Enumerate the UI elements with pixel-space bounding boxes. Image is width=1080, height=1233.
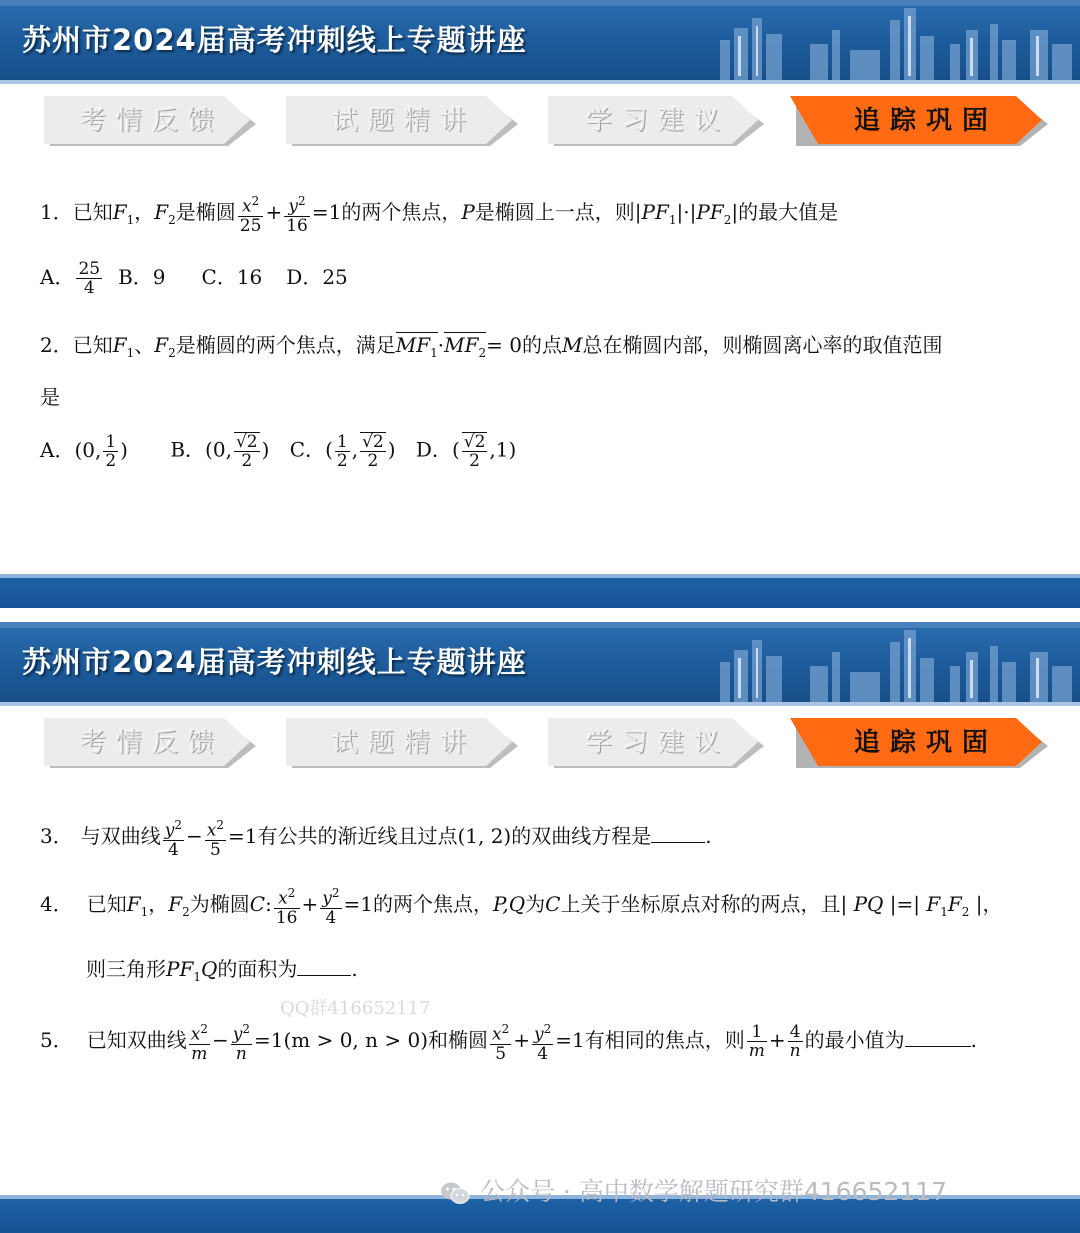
question-2-options: A．(0, $\frac{1}{2}$ ) B．(0, $\frac{√2}{2}$ ) C．( $\frac{1}{2}$ , $\frac{√2}{2}$ ) D．( $\frac{√2}{2}$ ,1) <box>40 431 517 471</box>
tab-label: 追踪巩固 <box>853 728 998 758</box>
tab-label: 考情反馈 <box>79 106 224 136</box>
wechat-label: 公众号 · 高中数学解题研究群416652117 <box>480 1177 947 1206</box>
question-5: 5． 已知双曲线 $\frac{x^2}{m}$ − $\frac{y^2}{n}$ =1(m > 0, n > 0)和椭圆 $\frac{x^2}{5}$ + $\frac{y^2}{4}$ =1有相同的焦点，则 $\frac{1}{m}$ + $\frac{4}{n}$ 的最小值为 . <box>40 1021 977 1064</box>
skyline-decoration <box>700 622 1080 706</box>
skyline-decoration <box>700 0 1080 84</box>
question-2: 2．已知$F_1$、$F_2$是椭圆的两个焦点，满足$MF_1\cdot MF_2= 0$的点M总在椭圆内部，则椭圆离心率的取值范围 <box>40 330 942 368</box>
question-1-options: A． $\frac{25}{4}$ B．9 C．16 D．25 <box>40 259 348 298</box>
tab-label: 试题精讲 <box>331 728 476 758</box>
tab-label: 考情反馈 <box>79 728 224 758</box>
section-tabs <box>0 718 1080 776</box>
question-4-line2: 则三角形$PF_1Q$的面积为 . <box>86 957 358 984</box>
wechat-icon <box>440 1180 470 1206</box>
slide-1-footer-bar <box>0 574 1080 612</box>
tab-follow-up[interactable] <box>790 96 1052 152</box>
question-1: 1．已知$F_1$，$F_2$是椭圆 $\frac{x^2}{25}$ + $\frac{y^2}{16}$ =1的两个焦点，P是椭圆上一点，则$|PF_1|\cdot|PF_2|$的最大值是 <box>40 194 839 236</box>
tab-label: 试题精讲 <box>331 106 476 136</box>
header-banner <box>0 622 1080 706</box>
wechat-footer <box>440 1172 947 1208</box>
header-banner <box>0 0 1080 84</box>
tab-label: 学习建议 <box>585 106 730 136</box>
tab-exam-feedback[interactable] <box>44 718 260 774</box>
slide-2 <box>0 622 1080 1233</box>
tab-label: 追踪巩固 <box>853 106 998 136</box>
tab-question-explanation[interactable] <box>286 96 522 152</box>
tab-study-advice[interactable] <box>548 718 768 774</box>
section-tabs <box>0 96 1080 154</box>
tab-follow-up[interactable] <box>790 718 1052 774</box>
tab-study-advice[interactable] <box>548 96 768 152</box>
qq-watermark: QQ群416652117 <box>280 998 431 1019</box>
tab-exam-feedback[interactable] <box>44 96 260 152</box>
question-3: 3． 与双曲线 $\frac{y^2}{4}$ − $\frac{x^2}{5}$ =1有公共的渐近线且过点(1, 2)的双曲线方程是 . <box>40 818 712 860</box>
header-title: 苏州市2024届高考冲刺线上专题讲座 <box>22 645 527 679</box>
header-title: 苏州市2024届高考冲刺线上专题讲座 <box>22 23 527 57</box>
question-4: 4． 已知$F_1$，$F_2$为椭圆C: $\frac{x^2}{16}$ + $\frac{y^2}{4}$ =1的两个焦点，P,Q为C上关于坐标原点对称的两点，且| PQ |=| $F_1F_2$ |， <box>40 886 1003 928</box>
tab-question-explanation[interactable] <box>286 718 522 774</box>
tab-label: 学习建议 <box>585 728 730 758</box>
question-2-line2: 是 <box>40 385 60 409</box>
slide-1 <box>0 0 1080 612</box>
